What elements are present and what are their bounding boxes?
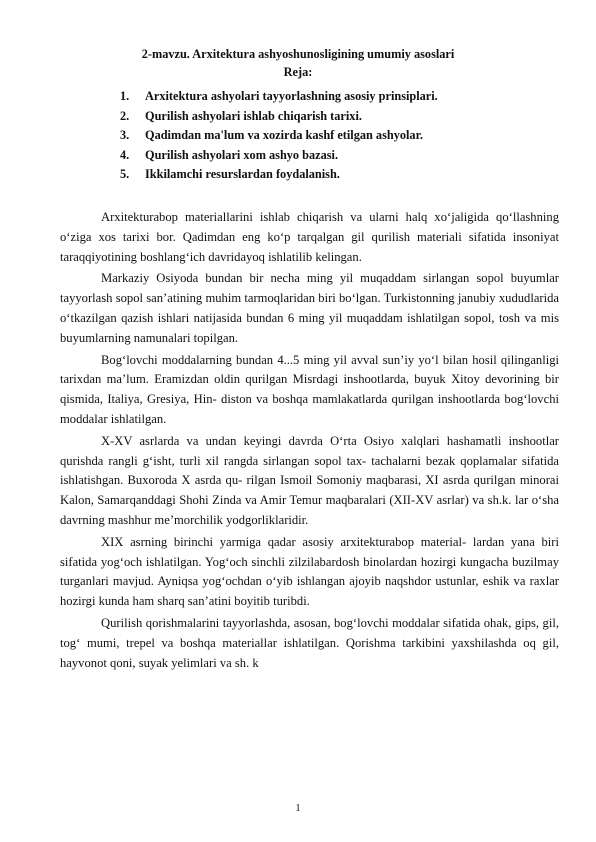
body-paragraph: Arxitekturabop materiallarini ishlab chiqarish va ularni halq xo‘jaligida qo‘llashning o‘ziga xos tarixi bor. Qadimdan eng ko‘p tarqalgan gil qurilish materiali sifatida insoniyat taraqqiyotining boshlang‘ich davridayoq ishlatilib kelingan.: [60, 210, 559, 264]
body-paragraph: Markaziy Osiyoda bundan bir necha ming yil muqaddam sirlangan sopol buyumlar tayyorlash sopol san’atining muhim tarmoqlaridan biri bo‘lgan. Turkistonning janubiy xududlarida o‘tkazilgan qazish ishlari natijasida bundan 6 ming yil muqaddam ishlatilgan sopol, tosh va mis buyumlarning namunalari topilgan.: [60, 271, 559, 345]
plan-item-number: 4.: [120, 147, 130, 162]
plan-item: [120, 146, 438, 166]
document-title: 2-mavzu. Arxitektura ashyoshunosligining umumiy asoslari: [141, 47, 455, 61]
plan-item: [120, 107, 438, 127]
body-paragraph: Bog‘lovchi moddalarning bundan 4...5 ming yil avval sun’iy yo‘l bilan hosil qilinganligi tarixdan ma’lum. Eramizdan oldin qurilgan Misrdagi inshootlarda, buyuk Xitoy devorining bir qismida, Italiya, Gresiya, Hin- diston va boshqa mamlakatlarda qurilgan inshootlarda bog‘lovchi moddalar ishlatilgan.: [60, 352, 559, 426]
plan-item-text: Qadimdan ma'lum va xozirda kashf etilgan ashyolar.: [145, 128, 423, 143]
plan-heading: Reja:: [283, 65, 313, 79]
body-paragraph: X-XV asrlarda va undan keyingi davrda O‘rta Osiyo xalqlari hashamatli inshootlar qurishda rangli g‘isht, turli xil rangda sirlangan sopol tax- tachalarni bezak qoplamalar sifatida ishlatishgan. Buxoroda X asrda qu- rilgan Ismoil Somoniy maqbarasi, XI asrda qurilgan minorai Kalon, Samarqanddagi Shohi Zinda va Amir Temur maqbaralari (XII-XV asrlar) va sh.k. lar o‘sha davrning mashhur me’morchilik yodgorliklaridir.: [60, 433, 559, 527]
plan-item-number: 2.: [120, 108, 130, 123]
plan-item-text: Arxitektura ashyolari tayyorlashning asosiy prinsiplari.: [145, 89, 438, 103]
page-number: 1: [295, 803, 301, 814]
plan-item-text: Ikkilamchi resurslardan foydalanish.: [145, 167, 340, 182]
plan-item: [120, 126, 438, 146]
body-paragraph: XIX asrning birinchi yarmiga qadar asosiy arxitekturabop material- lardan yana biri sifatida yog‘och ishlatilgan. Yog‘och sinchli zilzilabardosh binolardan hozirgi kungacha buzilmay turganlari mavjud. Ayniqsa yog‘ochdan o‘yib ishlangan ajoyib naqshdor ustunlar, eshik va raxlar hozirgi kunda ham sharq san’atini boyitib turibdi.: [60, 534, 559, 609]
plan-item-number: 3.: [120, 128, 130, 143]
plan-item: [120, 87, 438, 107]
plan-item-text: Qurilish ashyolari xom ashyo bazasi.: [145, 147, 339, 162]
plan-list: [120, 87, 438, 185]
plan-item-text: Qurilish ashyolari ishlab chiqarish tarixi.: [145, 108, 362, 123]
plan-item-number: 1.: [120, 89, 130, 103]
plan-item: [120, 165, 438, 185]
body-paragraph: Qurilish qorishmalarini tayyorlashda, asosan, bog‘lovchi moddalar sifatida ohak, gips, gil, tog‘ mumi, trepel va boshqa materiallar ishlatilgan. Qorishma tarkibini yaxshilashda oq gil, hayvonot qoni, suyak yelimlari va sh. k: [60, 615, 559, 670]
document-body: [60, 208, 559, 675]
plan-item-number: 5.: [120, 167, 130, 182]
